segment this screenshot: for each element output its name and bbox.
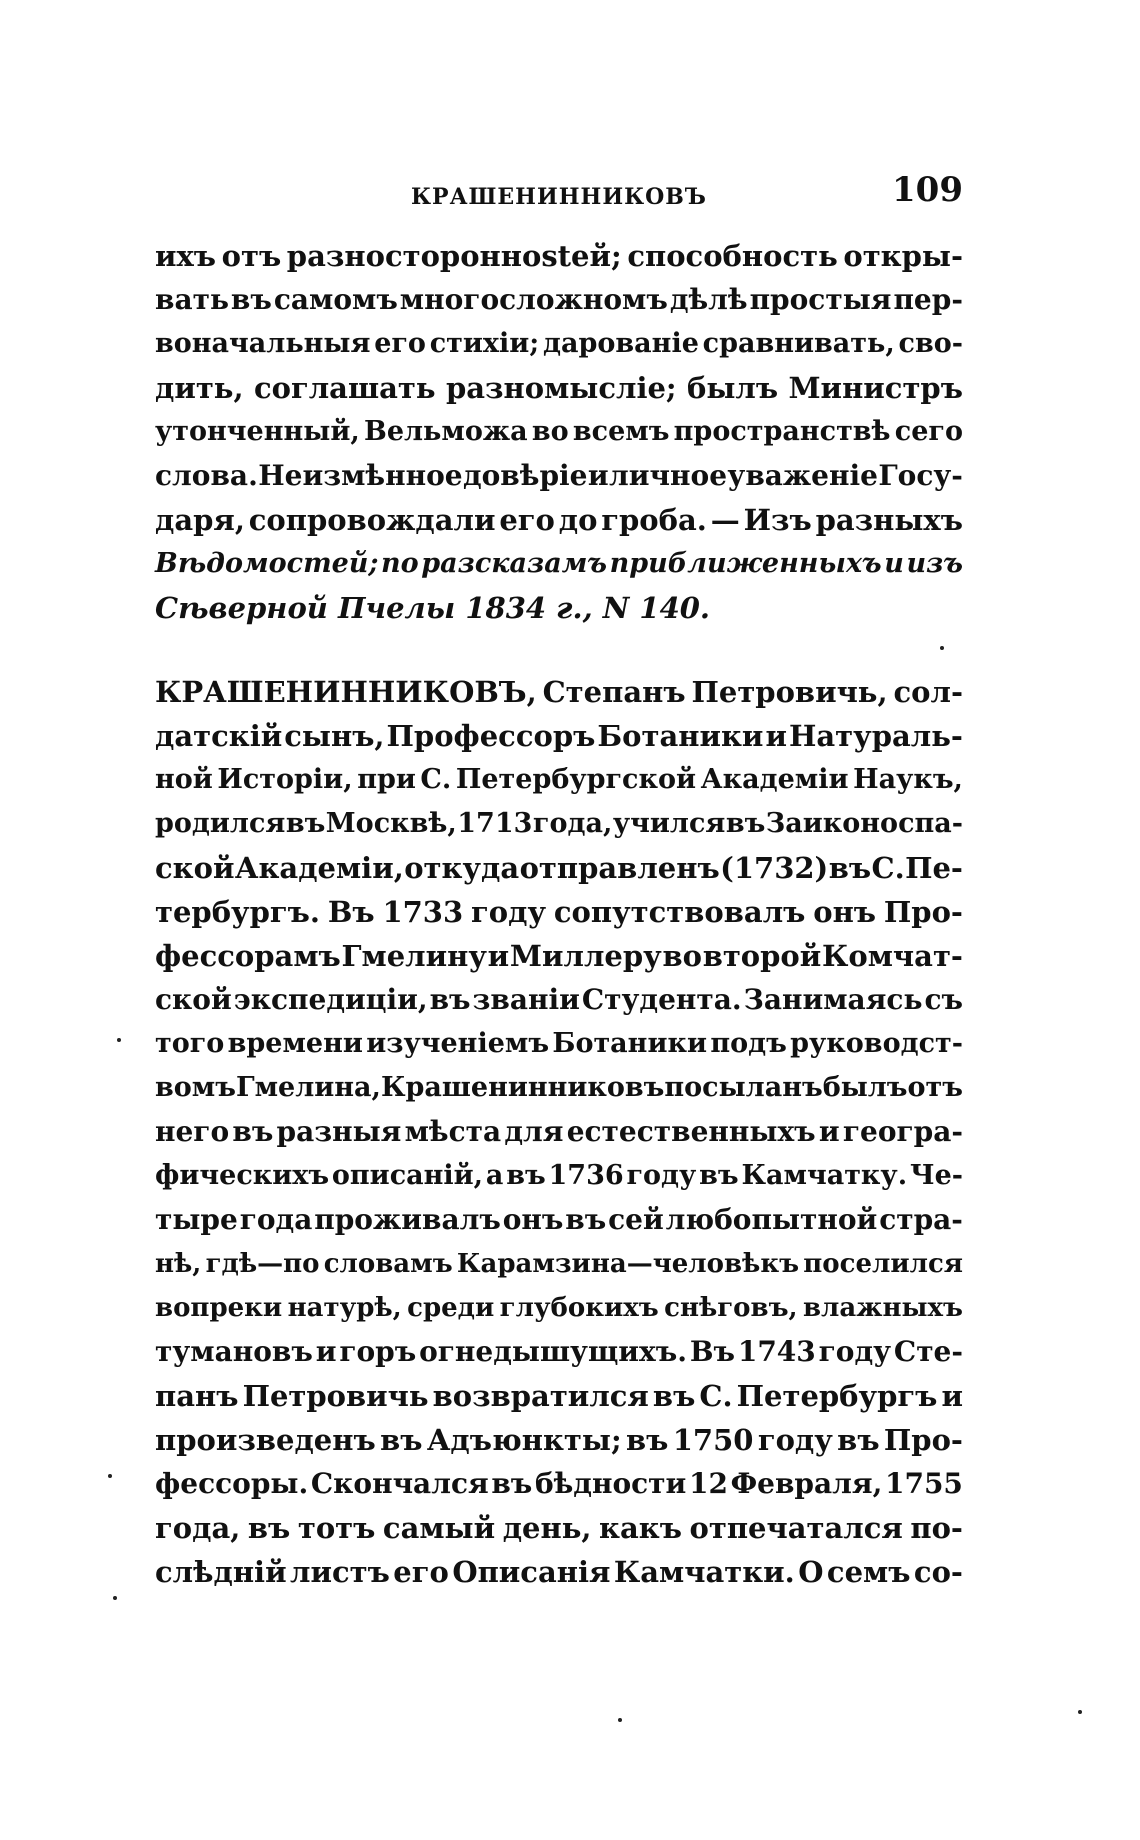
text-line: тербургъ. Въ 1733 году сопутствовалъ онъ Про-	[155, 895, 963, 929]
print-speck	[113, 1596, 117, 1600]
entry-heading-line: КРАШЕНИННИКОВЪ, Степанъ Петровичь, сол-	[155, 675, 963, 709]
text-line: тыре года проживалъ онъ въ сей любопытной стра-	[155, 1203, 963, 1236]
running-head	[155, 170, 963, 220]
text-line: вопреки натурѣ, среди глубокихъ снѣговъ, влажныхъ	[155, 1293, 963, 1323]
text-line: дить, соглашать разномыслie; былъ Министръ	[155, 371, 963, 405]
text-line: воначальныя его стихіи; дарованіе сравнивать, сво-	[155, 328, 963, 359]
text-line: вомъ Гмелина, Крашенинниковъ посыланъ былъ отъ	[155, 1072, 963, 1103]
page-number: 109	[892, 170, 963, 210]
text-line: фессорамъ Гмелину и Миллеру во второй Комчат-	[155, 939, 963, 973]
text-line: слова. Неизмѣнное довѣріе и личное уваженіе Госу-	[155, 459, 963, 492]
text-line: датскій сынъ, Профессоръ Ботаники и Натураль-	[155, 719, 963, 753]
text-line: фессоры. Скончался въ бѣдности 12 Февраля, 1755	[155, 1467, 963, 1500]
text-line: фическихъ описаній, а въ 1736 году въ Камчатку. Че-	[155, 1160, 963, 1191]
text-line: вать въ самомъ многосложномъ дѣлѣ простыя пер-	[155, 283, 963, 316]
print-speck	[940, 646, 944, 650]
text-line: ихъ отъ разностороннostей; способность откры-	[155, 239, 963, 273]
print-speck	[117, 1038, 121, 1042]
text-line: нѣ, гдѣ—по словамъ Карамзина—человѣкъ поселился	[155, 1249, 963, 1279]
text-line: панъ Петровичь возвратился въ С. Петербургъ и	[155, 1379, 963, 1413]
text-line: родился въ Москвѣ, 1713 года, учился въ Заиконоспа-	[155, 808, 963, 839]
print-speck	[618, 1718, 622, 1722]
running-title: КРАШЕНИННИКОВЪ	[411, 184, 707, 210]
text-line: слѣдній листъ его Описанія Камчатки. О семъ со-	[155, 1555, 963, 1589]
text-line: тумановъ и горъ огнедышущихъ. Въ 1743 году Сте-	[155, 1335, 963, 1368]
print-speck	[1078, 1710, 1082, 1714]
text-line: того времени изученіемъ Ботаники подъ руководст-	[155, 1028, 963, 1059]
text-line: года, въ тотъ самый день, какъ отпечатался по-	[155, 1511, 963, 1545]
text-line: него въ разныя мѣста для естественныхъ и геогра-	[155, 1115, 963, 1148]
text-line: даря, сопровождали его до гроба. — Изъ разныхъ	[155, 503, 963, 537]
text-line: Сѣверной Пчелы 1834 г., N 140.	[155, 591, 711, 625]
print-speck	[108, 1474, 112, 1478]
text-line: утонченный, Вельможа во всемъ пространствѣ сего	[155, 416, 963, 447]
text-line: Вѣдомостей; по разсказамъ приближенныхъ и изъ	[155, 548, 963, 579]
text-line: произведенъ въ Адъюнкты; въ 1750 году въ Про-	[155, 1423, 963, 1457]
paragraph-2	[155, 670, 963, 1594]
text-line: ской экспедиціи, въ званіи Студента. Занимаясь съ	[155, 983, 963, 1016]
text-line: ной Исторіи, при С. Петербургской Академіи Наукъ,	[155, 764, 963, 795]
paragraph-1	[155, 234, 963, 630]
text-line: ской Академіи, откуда отправленъ (1732) въ С. Пе-	[155, 851, 963, 885]
